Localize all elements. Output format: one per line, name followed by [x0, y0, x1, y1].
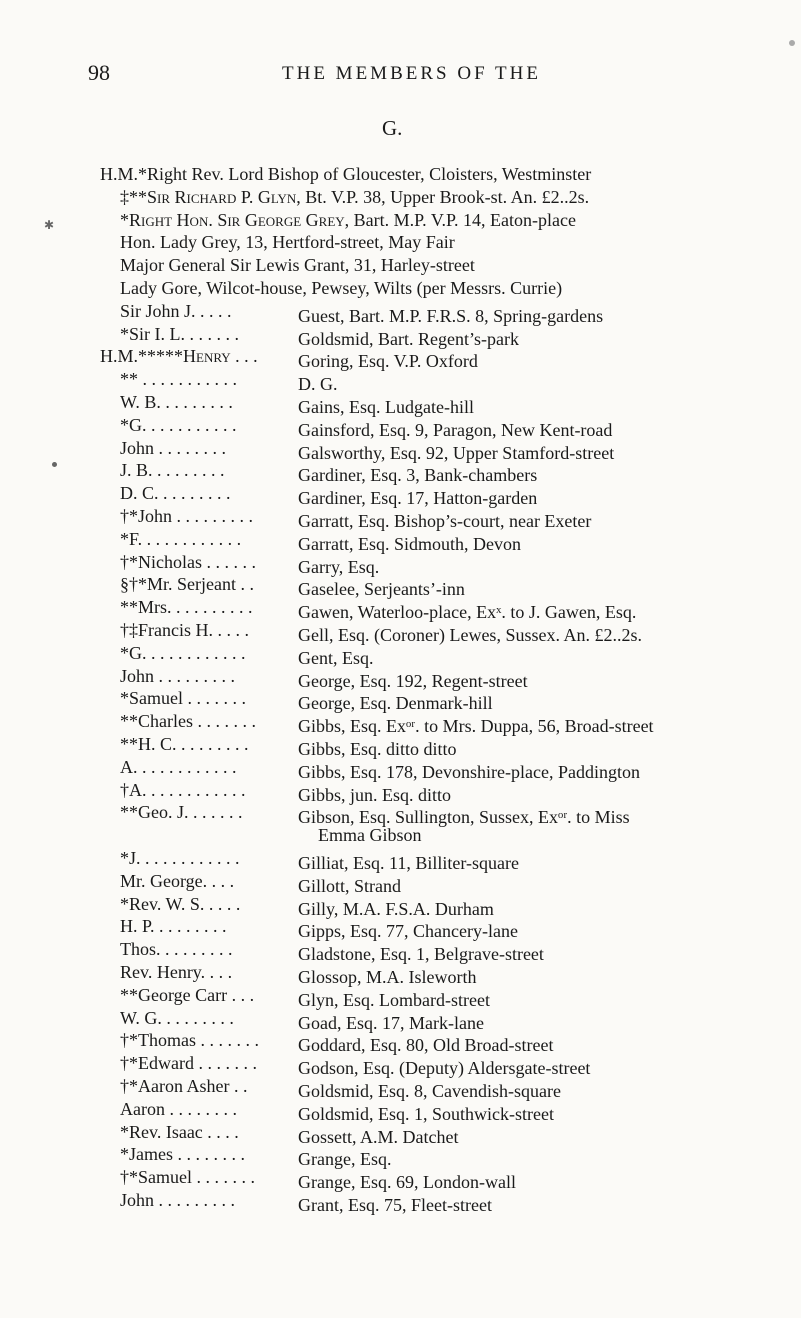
given-name: **George Carr . . . — [120, 984, 255, 1005]
surname-address: Glyn, Esq. Lombard-street — [298, 989, 490, 1010]
given-name: **Geo. J. . . . . . . — [120, 802, 243, 823]
section-letter: G. — [382, 116, 403, 140]
given-name: †*Thomas . . . . . . . — [120, 1030, 259, 1051]
entry-prefix: * — [120, 209, 129, 230]
given-name: Thos. . . . . . . . . — [120, 939, 233, 960]
given-name: **H. C. . . . . . . . . — [120, 734, 249, 754]
given-name: John . . . . . . . . . — [120, 665, 236, 686]
given-name: *F. . . . . . . . . . . . — [120, 528, 242, 549]
surname-address: Gilliat, Esq. 11, Billiter-square — [298, 853, 519, 873]
given-name: *G. . . . . . . . . . . — [120, 414, 237, 435]
surname-address: Goldsmid, Esq. 8, Cavendish-square — [298, 1081, 561, 1101]
given-name: †*John . . . . . . . . . — [120, 506, 254, 526]
given-name: ** . . . . . . . . . . . — [120, 369, 237, 390]
given-name: *Rev. W. S. . . . . — [120, 893, 241, 914]
surname-address: Grant, Esq. 75, Fleet-street — [298, 1195, 492, 1215]
given-name: W. G. . . . . . . . . — [120, 1007, 234, 1028]
surname-address: Glossop, M.A. Isleworth — [298, 967, 477, 987]
surname-address: Garratt, Esq. Sidmouth, Devon — [298, 533, 521, 554]
given-name: **Mrs. . . . . . . . . . — [120, 597, 253, 618]
surname-address: Guest, Bart. M.P. F.R.S. 8, Spring-gardens — [298, 305, 604, 326]
entry-name-caps: Right Hon. Sir George Grey, — [129, 209, 350, 230]
given-name: Aaron . . . . . . . . — [120, 1098, 237, 1119]
surname-address: Godson, Esq. (Deputy) Aldersgate-street — [298, 1058, 591, 1079]
given-name: *Samuel . . . . . . . — [120, 688, 246, 709]
margin-dot — [52, 462, 57, 467]
surname-address: Grange, Esq. — [298, 1149, 392, 1170]
full-entry-line: Lady Gore, Wilcot-house, Pewsey, Wilts (per Messrs. Currie) — [120, 278, 563, 298]
surname-address: Gibbs, Esq. Exᵒʳ. to Mrs. Duppa, 56, Broad-street — [298, 716, 654, 737]
surname-address: Grange, Esq. 69, London-wall — [298, 1172, 516, 1193]
given-name: *Sir I. L. . . . . . . — [120, 323, 239, 344]
surname-address: Goad, Esq. 17, Mark-lane — [298, 1012, 484, 1033]
given-name: †‡Francis H. . . . . — [120, 620, 249, 640]
given-name: John . . . . . . . . — [120, 437, 227, 458]
given-name: §†*Mr. Serjeant . . — [120, 574, 254, 595]
list-item — [120, 802, 800, 828]
given-name: D. C. . . . . . . . . — [120, 483, 231, 504]
given-name: *Rev. Isaac . . . . — [120, 1121, 239, 1142]
running-title: THE MEMBERS OF THE — [282, 63, 541, 84]
surname-address: Gibbs, Esq. ditto ditto — [298, 739, 457, 759]
entry-name-caps: Sir Richard P. Glyn, — [147, 186, 301, 207]
surname-address: Gardiner, Esq. 3, Bank-chambers — [298, 465, 538, 486]
margin-mark-icon: ✱ — [44, 218, 55, 232]
given-name: *James . . . . . . . . — [120, 1144, 245, 1165]
given-name: †*Edward . . . . . . . — [120, 1053, 257, 1074]
full-entry-line: H.M.*Right Rev. Lord Bishop of Gloucester, Cloisters, Westminster — [100, 164, 592, 184]
given-name: †A. . . . . . . . . . . . — [120, 779, 246, 800]
given-name: W. B. . . . . . . . . — [120, 392, 233, 412]
full-entry-line: Hon. Lady Grey, 13, Hertford-street, May Fair — [120, 232, 455, 253]
full-entry-line — [120, 210, 576, 231]
surname-address: Gladstone, Esq. 1, Belgrave-street — [298, 944, 544, 965]
given-name: J. B. . . . . . . . . — [120, 460, 225, 481]
given-name: Sir John J. . . . . — [120, 300, 232, 321]
list-item — [120, 1190, 800, 1216]
entry-continuation: Emma Gibson — [318, 825, 422, 846]
surname-address: Gent, Esq. — [298, 647, 374, 668]
given-name: H. P. . . . . . . . . — [120, 916, 227, 937]
given-name: *J. . . . . . . . . . . . — [120, 848, 240, 868]
surname-address: Gawen, Waterloo-place, Exˣ. to J. Gawen, Esq. — [298, 602, 637, 623]
surname-address: Gibbs, Esq. 178, Devonshire-place, Paddington — [298, 761, 640, 782]
surname-address: Goring, Esq. V.P. Oxford — [298, 351, 478, 372]
surname-address: George, Esq. 192, Regent-street — [298, 670, 528, 691]
given-name: Rev. Henry. . . . — [120, 962, 233, 982]
given-name: *G. . . . . . . . . . . . — [120, 642, 246, 663]
given-name: John . . . . . . . . . — [120, 1190, 236, 1210]
surname-address: Galsworthy, Esq. 92, Upper Stamford-street — [298, 442, 615, 463]
page-number: 98 — [88, 60, 110, 85]
given-name: †*Aaron Asher . . — [120, 1076, 248, 1096]
given-name: †*Samuel . . . . . . . — [120, 1167, 255, 1188]
given-name: **Charles . . . . . . . — [120, 711, 256, 732]
surname-address: Gibbs, jun. Esq. ditto — [298, 784, 452, 805]
surname-address: Gossett, A.M. Datchet — [298, 1126, 459, 1147]
surname-address: D. G. — [298, 374, 338, 395]
given-name: †*Nicholas . . . . . . — [120, 551, 256, 572]
surname-address: Gibson, Esq. Sullington, Sussex, Exᵒʳ. to Miss — [298, 807, 630, 828]
surname-address: Gillott, Strand — [298, 875, 401, 896]
corner-blot — [789, 40, 795, 46]
given-name: Mr. George. . . . — [120, 870, 235, 891]
surname-address: Garry, Esq. — [298, 556, 380, 577]
surname-address: Gipps, Esq. 77, Chancery-lane — [298, 921, 518, 942]
surname-address: Goddard, Esq. 80, Old Broad-street — [298, 1035, 554, 1056]
surname-address: Garratt, Esq. Bishop’s-court, near Exeter — [298, 511, 592, 531]
surname-address: George, Esq. Denmark-hill — [298, 693, 493, 714]
entry-prefix: ‡** — [120, 186, 147, 207]
surname-address: Gains, Esq. Ludgate-hill — [298, 397, 474, 417]
full-entry-line — [120, 187, 589, 208]
full-entry-line: Major General Sir Lewis Grant, 31, Harley-street — [120, 255, 475, 276]
given-name: A. . . . . . . . . . . . — [120, 756, 237, 777]
surname-address: Goldsmid, Esq. 1, Southwick-street — [298, 1103, 554, 1124]
entry-rest: Bt. V.P. 38, Upper Brook-st. An. £2..2s. — [300, 186, 590, 207]
surname-address: Gell, Esq. (Coroner) Lewes, Sussex. An. £2..2s. — [298, 625, 642, 645]
surname-address: Gilly, M.A. F.S.A. Durham — [298, 898, 494, 919]
given-name: H.M.*****Henry . . . — [100, 346, 258, 367]
surname-address: Gainsford, Esq. 9, Paragon, New Kent-road — [298, 419, 613, 440]
entry-rest: Bart. M.P. V.P. 14, Eaton-place — [349, 209, 576, 230]
surname-address: Gardiner, Esq. 17, Hatton-garden — [298, 488, 538, 509]
surname-address: Gaselee, Serjeants’-inn — [298, 579, 465, 600]
surname-address: Goldsmid, Bart. Regent’s-park — [298, 328, 519, 349]
